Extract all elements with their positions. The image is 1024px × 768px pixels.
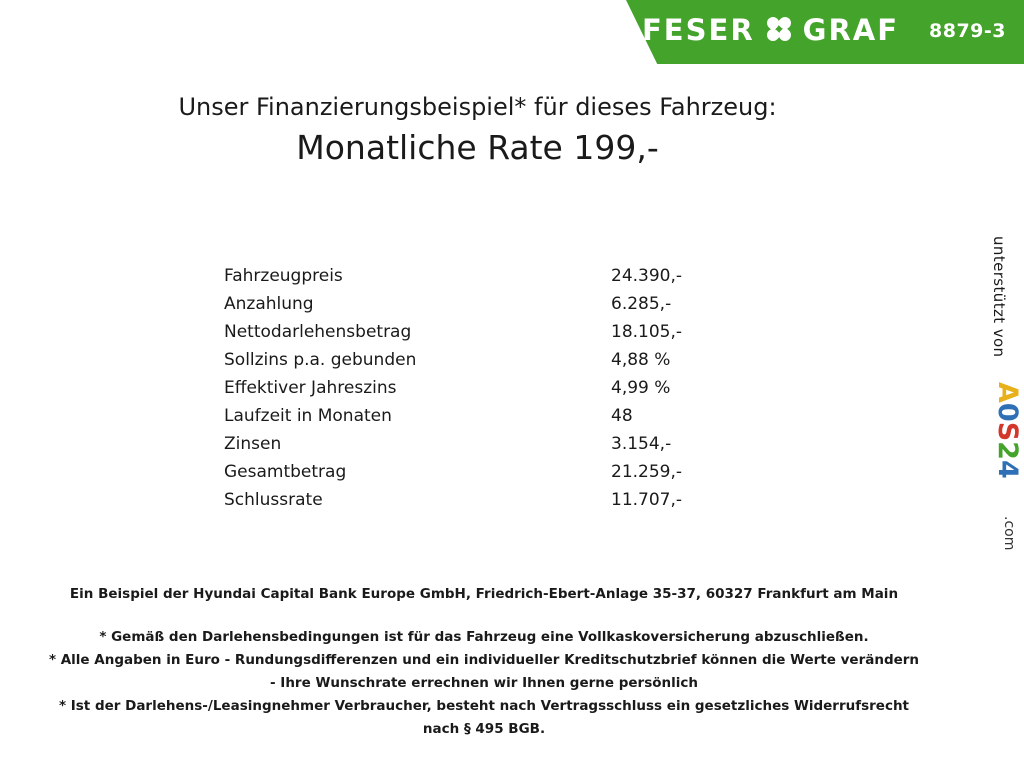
row-value: 21.259,- xyxy=(611,462,683,482)
brand-name-feser: FESER xyxy=(642,13,755,47)
row-label: Sollzins p.a. gebunden xyxy=(224,350,417,370)
page-title: Unser Finanzierungsbeispiel* für dieses Fahrzeug: xyxy=(178,93,777,121)
aos24-logo xyxy=(994,382,1021,479)
brand-name-graf: GRAF xyxy=(802,13,900,47)
clover-icon xyxy=(766,17,792,43)
monthly-rate-title: Monatliche Rate 199,- xyxy=(296,128,659,168)
row-label: Anzahlung xyxy=(224,294,314,314)
aos24-letter: 2 xyxy=(992,441,1023,460)
row-value: 11.707,- xyxy=(611,490,683,510)
row-value: 24.390,- xyxy=(611,266,683,286)
table-row xyxy=(224,462,811,490)
finance-details-table xyxy=(224,266,811,518)
footer-note-3a: * Ist der Darlehens-/Leasingnehmer Verbraucher, besteht nach Vertragsschluss ein gesetzliches Widerrufsrecht xyxy=(58,697,910,714)
title-block xyxy=(0,92,955,168)
footer-note-1: * Gemäß den Darlehensbedingungen ist für das Fahrzeug eine Vollkaskoversicherung abzuschließen. xyxy=(99,628,869,645)
row-label: Nettodarlehensbetrag xyxy=(224,322,412,342)
row-value: 4,88 % xyxy=(611,350,671,370)
supported-by-block xyxy=(990,236,1018,357)
row-label: Effektiver Jahreszins xyxy=(224,378,397,398)
row-label: Gesamtbetrag xyxy=(224,462,347,482)
table-row xyxy=(224,378,811,406)
table-row xyxy=(224,294,811,322)
table-row xyxy=(224,322,811,350)
aos24-letter: 4 xyxy=(992,459,1023,479)
row-value: 3.154,- xyxy=(611,434,672,454)
stock-number: 8879-3 xyxy=(929,20,1006,42)
row-value: 6.285,- xyxy=(611,294,672,314)
table-row xyxy=(224,406,811,434)
row-value: 4,99 % xyxy=(611,378,671,398)
supported-by-label: unterstützt von xyxy=(990,236,1008,358)
brand-logo xyxy=(642,13,899,47)
aos24-letter: S xyxy=(992,421,1023,442)
row-label: Fahrzeugpreis xyxy=(224,266,343,286)
footer-note-2a: * Alle Angaben in Euro - Rundungsdifferenzen und ein individueller Kreditschutzbrief können die Werte verändern xyxy=(48,651,920,668)
row-value: 18.105,- xyxy=(611,322,683,342)
row-label: Zinsen xyxy=(224,434,282,454)
row-value: 48 xyxy=(611,406,633,426)
table-row xyxy=(224,266,811,294)
aos24-domain: .com xyxy=(1001,516,1017,551)
finance-table-body xyxy=(224,266,811,518)
aos24-letter: A xyxy=(992,382,1023,403)
table-row xyxy=(224,434,811,462)
header-banner xyxy=(600,0,1024,64)
row-label: Laufzeit in Monaten xyxy=(224,406,392,426)
table-row xyxy=(224,350,811,378)
footer-note-3b: nach § 495 BGB. xyxy=(422,720,546,737)
row-label: Schlussrate xyxy=(224,490,323,510)
footer-legal xyxy=(0,584,968,742)
footer-note-2b: - Ihre Wunschrate errechnen wir Ihnen gerne persönlich xyxy=(270,674,698,691)
table-row xyxy=(224,490,811,518)
footer-bank-line: Ein Beispiel der Hyundai Capital Bank Europe GmbH, Friedrich-Ebert-Anlage 35-37, 60327 Frankfurt am Main xyxy=(69,586,899,602)
aos24-letter: 0 xyxy=(992,402,1023,422)
